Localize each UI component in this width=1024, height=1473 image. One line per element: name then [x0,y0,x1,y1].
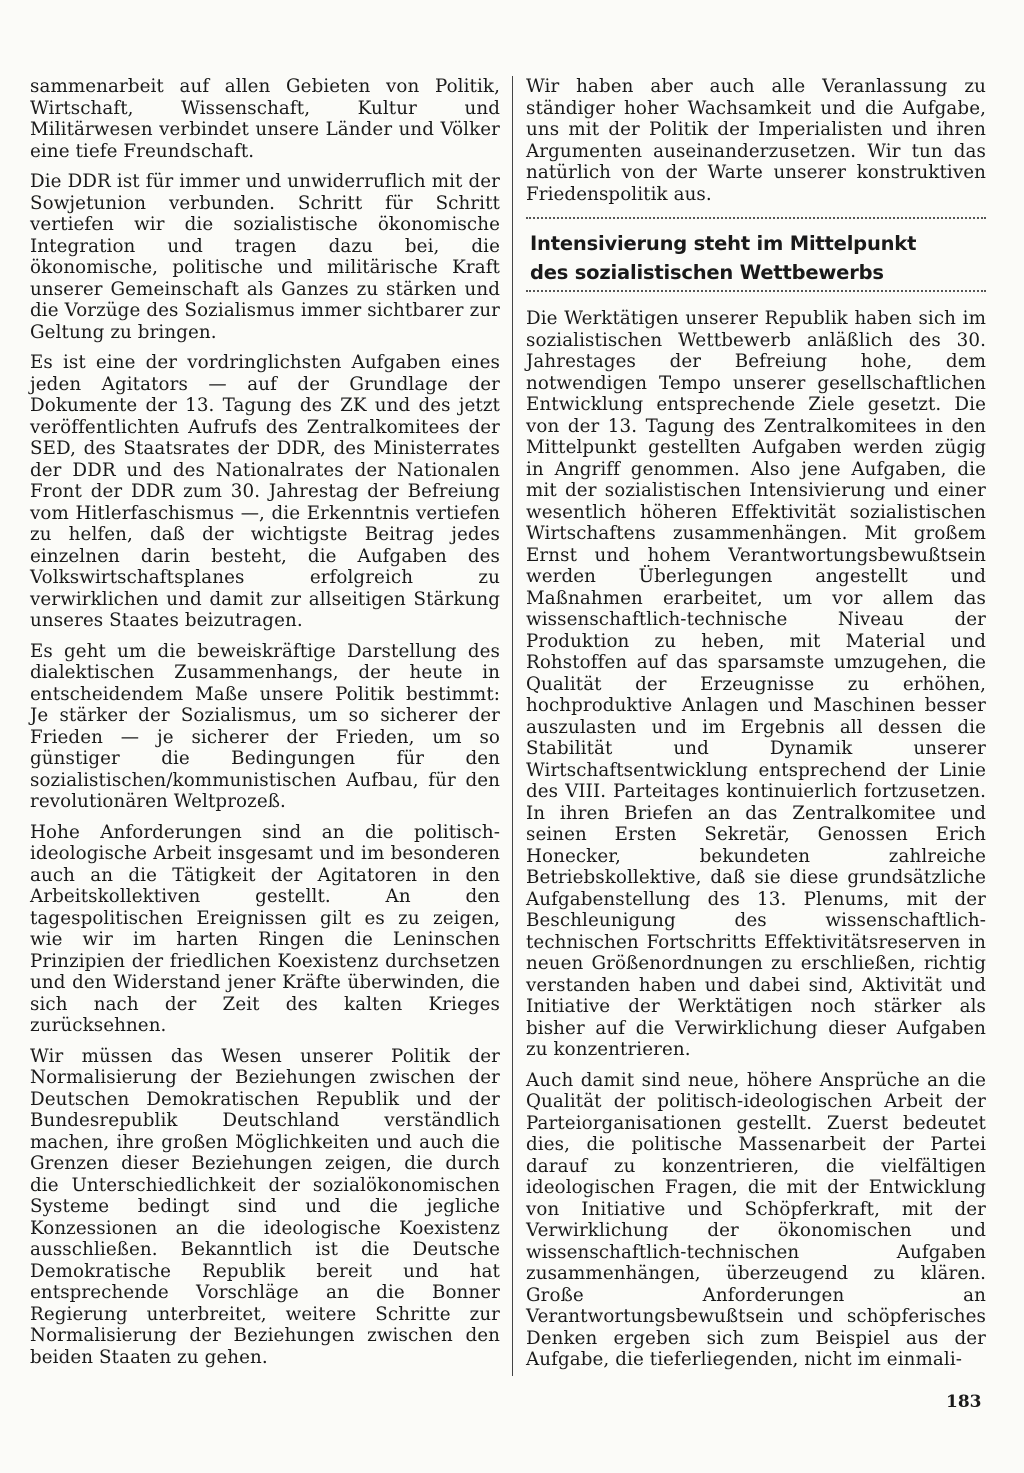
section-heading-line-1: Intensivierung steht im Mittelpunkt [530,232,917,255]
paragraph: Es geht um die beweiskräftige Darstellung des dialektischen Zusammenhangs, der heute in entscheidendem Maße unsere Politik bestimmt: Je stärker der Sozialismus, um so sicherer der Frieden — je sicherer der Frieden, um so günstiger die Bedingungen für den sozialistischen/kommunistischen Aufbau, für den revolutionären Weltprozeß. [30,640,500,812]
paragraph: Die Werktätigen unserer Republik haben sich im sozialistischen Wettbewerb anläßlich des 30. Jahrestages der Befreiung hohe, dem notwendigen Tempo unserer gesellschaftlichen Entwicklung entsprechende Ziele gesetzt. Die von der 13. Tagung des Zentralkomitees in den Mittelpunkt gestellten Aufgaben werden zügig in Angriff genommen. Also jene Aufgaben, die mit der sozialistischen Intensivierung und einer wesentlich höheren Effektivität sozialistischen Wirtschaftens zusammenhängen. Mit großem Ernst und hohem Verantwortungsbewußtsein werden Überlegungen angestellt und Maßnahmen erarbeitet, um vor allem das wissenschaftlich-technische Niveau der Produktion zu heben, mit Material und Rohstoffen auf das sparsamste umzugehen, die Qualität der Erzeugnisse zu erhöhen, hochproduktive Anlagen und Maschinen besser auszulasten und im Ergebnis all dessen die Stabilität und Dynamik unserer Wirtschaftsentwicklung entsprechend der Linie des VIII. Parteitages kontinuierlich fortzusetzen. In ihren Briefen an das Zentralkomitee und seinen Ersten Sekretär, Genossen Erich Honecker, bekundeten zahlreiche Betriebskollektive, daß sie diese grundsätzliche Aufgabenstellung des 13. Plenums, mit der Beschleunigung des wissenschaftlich-technischen Fortschritts Effektivitätsreserven in neuen Größenordnungen zu erschließen, richtig verstanden haben und dabei sind, Aktivität und Initiative der Werktätigen noch stärker als bisher auf die Verwirklichung dieser Aufgaben zu konzentrieren. [526,308,986,1060]
column-divider [512,76,513,1376]
right-column [526,76,986,1380]
section-heading-line-2: des sozialistischen Wettbewerbs [530,261,884,284]
heading-top-rule [526,217,986,219]
paragraph: Auch damit sind neue, höhere Ansprüche an die Qualität der politisch-ideologischen Arbeit der Parteiorganisationen gestellt. Zuerst bedeutet dies, die politische Massenarbeit der Partei darauf zu konzentrieren, die vielfältigen ideologischen Fragen, die mit der Entwicklung von Initiative und Schöpferkraft, mit der Verwirklichung der ökonomischen und wissenschaftlich-technischen Aufgaben zusammenhängen, überzeugend zu klären. Große Anforderungen an Verantwortungsbewußtsein und schöpferisches Denken ergeben sich zum Beispiel aus der Aufgabe, die tieferliegenden, nicht im einmali- [526,1069,986,1370]
paragraph: Es ist eine der vordringlichsten Aufgaben eines jeden Agitators — auf der Grundlage der Dokumente der 13. Tagung des ZK und des jetzt veröffentlichten Aufrufs des Zentralkomitees der SED, des Staatsrates der DDR, des Ministerrates der DDR und des Nationalrates der Nationalen Front der DDR zum 30. Jahrestag der Befreiung vom Hitlerfaschismus —, die Erkenntnis vertiefen zu helfen, daß der wichtigste Beitrag jedes einzelnen darin besteht, die Aufgaben des Volkswirtschaftsplanes erfolgreich zu verwirklichen und damit zur allseitigen Stärkung unseres Staates beizutragen. [30,352,500,631]
paragraph: Wir haben aber auch alle Veranlassung zu ständiger hoher Wachsamkeit und die Aufgabe, uns mit der Politik der Imperialisten und ihren Argumenten auseinanderzusetzen. Wir tun das natürlich von der Warte unserer konstruktiven Friedenspolitik aus. [526,76,986,205]
paragraph: sammenarbeit auf allen Gebieten von Politik, Wirtschaft, Wissenschaft, Kultur und Militärwesen verbindet unsere Länder und Völker eine tiefe Freundschaft. [30,76,500,162]
page-number: 183 [946,1392,982,1412]
heading-bottom-rule [526,290,986,292]
section-heading [530,229,986,287]
paragraph: Wir müssen das Wesen unserer Politik der Normalisierung der Beziehungen zwischen der Deutschen Demokratischen Republik und der Bundesrepublik Deutschland verständlich machen, ihre großen Möglichkeiten und auch die Grenzen dieser Beziehungen zeigen, die durch die Unterschiedlichkeit der sozialökonomischen Systeme bedingt sind und die jegliche Konzessionen an die ideologische Koexistenz ausschließen. Bekanntlich ist die Deutsche Demokratische Republik bereit und hat entsprechende Vorschläge an die Bonner Regierung unterbreitet, weitere Schritte zur Normalisierung der Beziehungen zwischen den beiden Staaten zu gehen. [30,1045,500,1368]
paragraph: Hohe Anforderungen sind an die politisch-ideologische Arbeit insgesamt und im besonderen auch an die Tätigkeit der Agitatoren in den Arbeitskollektiven gestellt. An den tagespolitischen Ereignissen gilt es zu zeigen, wie wir im harten Ringen die Leninschen Prinzipien der friedlichen Koexistenz durchsetzen und den Widerstand jener Kräfte überwinden, die sich nach der Zeit des kalten Krieges zurücksehnen. [30,821,500,1036]
left-column [30,76,500,1377]
section-heading-block [526,217,986,292]
paragraph: Die DDR ist für immer und unwiderruflich mit der Sowjetunion verbunden. Schritt für Schritt vertiefen wir die sozialistische ökonomische Integration und tragen dazu bei, die ökonomische, politische und militärische Kraft unserer Gemeinschaft als Ganzes zu stärken und die Vorzüge des Sozialismus immer sichtbarer zur Geltung zu bringen. [30,171,500,343]
